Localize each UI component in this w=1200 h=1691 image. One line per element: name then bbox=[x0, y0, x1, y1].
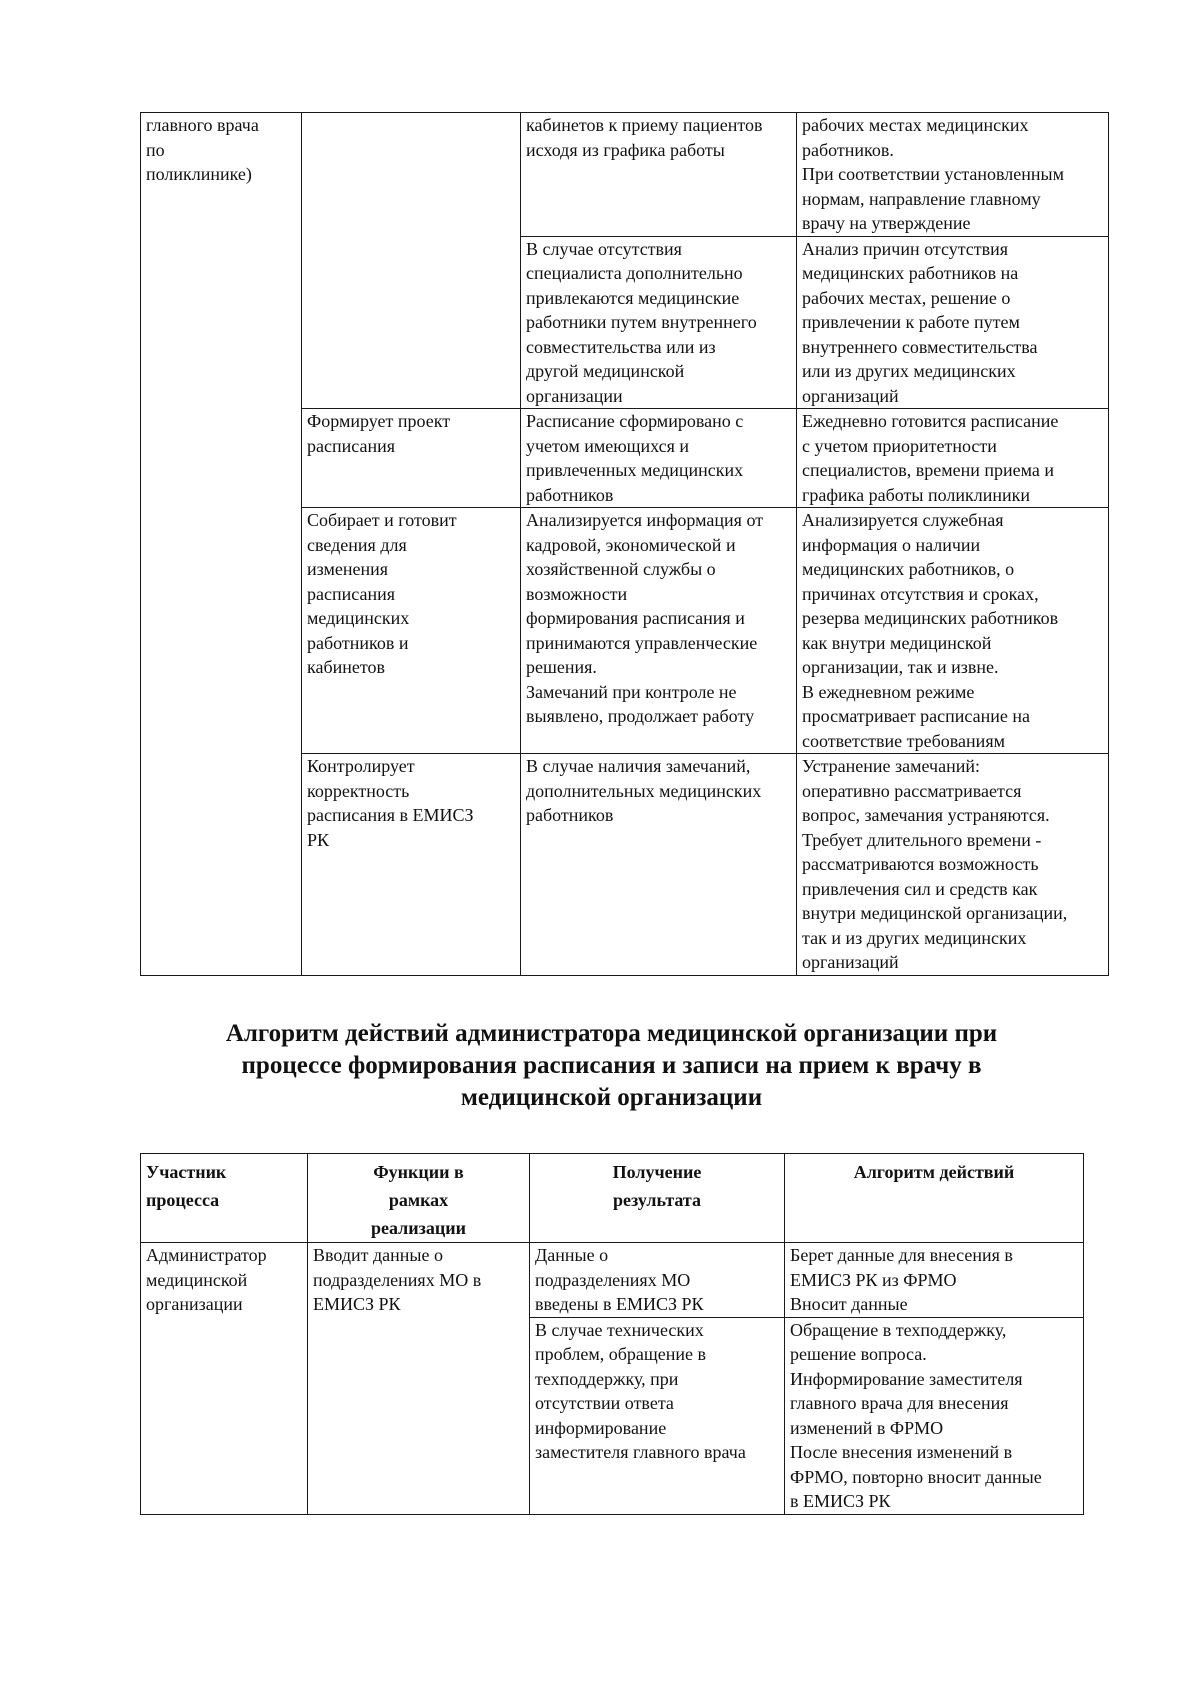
function-cell bbox=[302, 113, 521, 409]
function-cell: Собирает и готовит сведения для изменения расписания медицинских работников и кабинетов bbox=[302, 508, 521, 754]
header-algorithm: Алгоритм действий bbox=[785, 1154, 1084, 1243]
result-cell: В случае технических проблем, обращение в техподдержку, при отсутствии ответа информирование заместителя главного врача bbox=[530, 1317, 785, 1514]
section-heading bbox=[140, 1018, 1083, 1114]
result-cell: Расписание сформировано с учетом имеющихся и привлеченных медицинских работников bbox=[521, 409, 797, 508]
function-cell: Формирует проект расписания bbox=[302, 409, 521, 508]
header-result: Получение результата bbox=[530, 1154, 785, 1243]
heading-line: процессе формирования расписания и записи на прием к врачу в bbox=[241, 1052, 982, 1079]
actions-cell: Анализ причин отсутствия медицинских работников на рабочих местах, решение о привлечении к работе путем внутреннего совместительства или из других медицинских организаций bbox=[797, 236, 1109, 409]
table-row bbox=[141, 113, 1109, 237]
result-cell: Анализируется информация от кадровой, экономической и хозяйственной службы о возможности формирования расписания и принимаются управленческие решения. Замечаний при контроле не выявлено, продолжает работу bbox=[521, 508, 797, 754]
participant-cell: Администратор медицинской организации bbox=[141, 1243, 308, 1515]
actions-cell: рабочих местах медицинских работников. При соответствии установленным нормам, направление главному врачу на утверждение bbox=[797, 113, 1109, 237]
heading-line: Алгоритм действий администратора медицинской организации при bbox=[225, 1020, 998, 1047]
actions-cell: Устранение замечаний: оперативно рассматривается вопрос, замечания устраняются. Требует длительного времени - рассматриваются возможность привлечения сил и средств как внутри медицинской организации, так и из других медицинских организаций bbox=[797, 754, 1109, 976]
actions-cell: Ежедневно готовится расписание с учетом приоритетности специалистов, времени приема и графика работы поликлиники bbox=[797, 409, 1109, 508]
function-cell: Контролирует корректность расписания в ЕМИСЗ РК bbox=[302, 754, 521, 976]
responsibilities-table-continued bbox=[140, 112, 1109, 976]
result-cell: кабинетов к приему пациентов исходя из графика работы bbox=[521, 113, 797, 237]
function-cell: Вводит данные о подразделениях МО в ЕМИСЗ РК bbox=[308, 1243, 530, 1515]
table-header-row bbox=[141, 1154, 1084, 1243]
header-participant: Участник процесса bbox=[141, 1154, 308, 1243]
result-cell: В случае отсутствия специалиста дополнительно привлекаются медицинские работники путем внутреннего совместительства или из другой медицинской организации bbox=[521, 236, 797, 409]
heading-line: медицинской организации bbox=[460, 1084, 763, 1111]
administrator-algorithm-table bbox=[140, 1153, 1084, 1515]
participant-cell: главного врача по поликлинике) bbox=[141, 113, 302, 976]
header-functions: Функции в рамках реализации bbox=[308, 1154, 530, 1243]
result-cell: В случае наличия замечаний, дополнительных медицинских работников bbox=[521, 754, 797, 976]
actions-cell: Анализируется служебная информация о наличии медицинских работников, о причинах отсутствия и сроках, резерва медицинских работников как внутри медицинской организации, так и извне. В ежедневном режиме просматривает расписание на соответствие требованиям bbox=[797, 508, 1109, 754]
result-cell: Данные о подразделениях МО введены в ЕМИСЗ РК bbox=[530, 1243, 785, 1318]
actions-cell: Обращение в техподдержку, решение вопроса. Информирование заместителя главного врача для внесения изменений в ФРМО После внесения изменений в ФРМО, повторно вносит данные в ЕМИСЗ РК bbox=[785, 1317, 1084, 1514]
table-row bbox=[141, 1243, 1084, 1318]
actions-cell: Берет данные для внесения в ЕМИСЗ РК из ФРМО Вносит данные bbox=[785, 1243, 1084, 1318]
